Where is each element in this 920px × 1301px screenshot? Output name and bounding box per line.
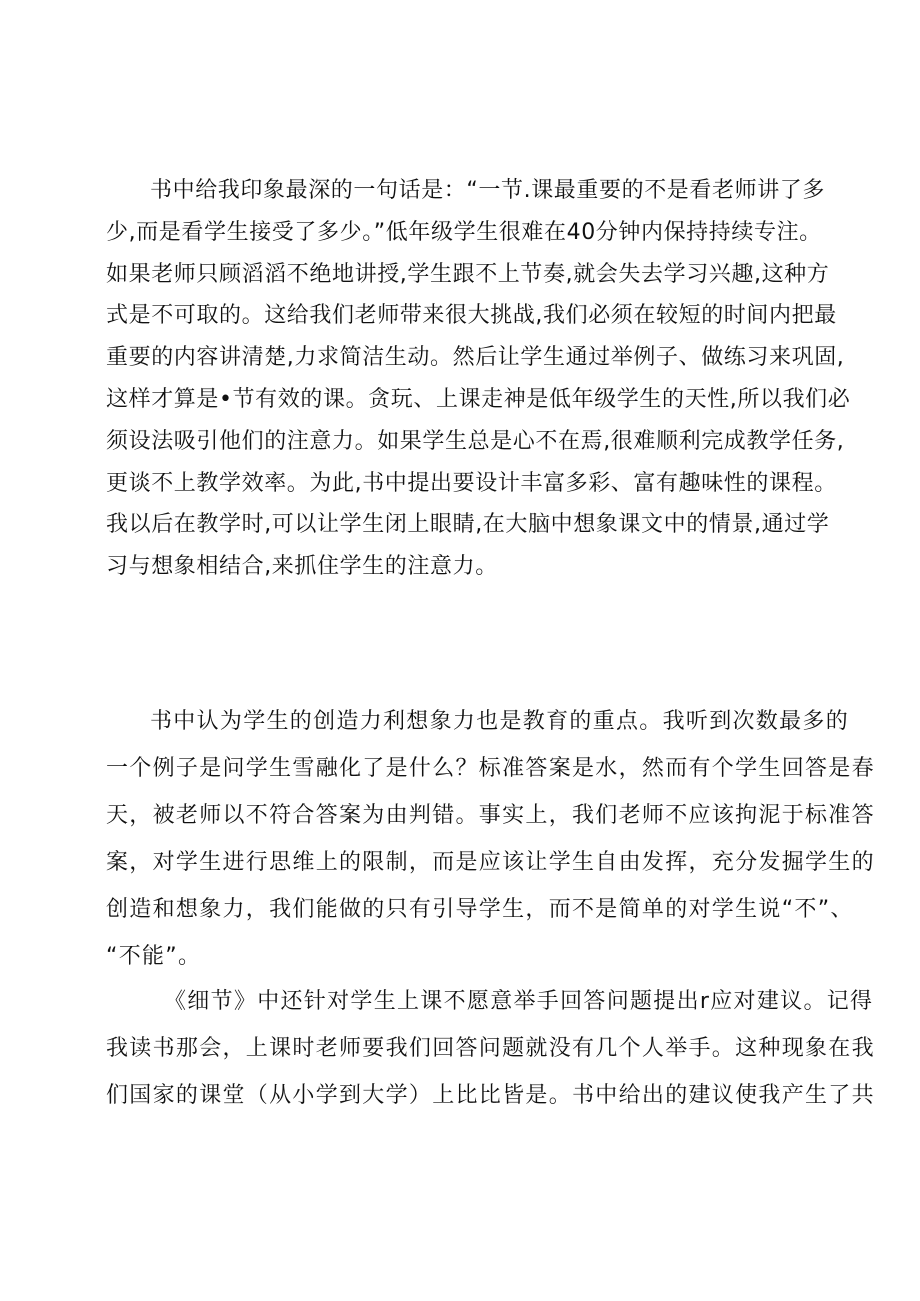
- paragraph-line: 更谈不上教学效率。为此,书中提出要设计丰富多彩、富有趣味性的课程。: [106, 470, 837, 496]
- paragraph-line: 这样才算是•节有效的课。贪玩、上课走神是低年级学生的天性,所以我们必: [106, 386, 851, 412]
- paragraph-line: 们国家的课堂（从小学到大学）上比比皆是。书中给出的建议使我产生了共: [106, 1083, 875, 1108]
- paragraph-classroom-focus: [106, 170, 851, 588]
- paragraph-line: 书中认为学生的创造力利想象力也是教育的重点。我听到次数最多的: [150, 709, 850, 734]
- paragraph-line: 《细节》中还针对学生上课不愿意举手回答问题提出r应对建议。记得: [164, 989, 874, 1014]
- paragraph-line: 我读书那会，上课时老师要我们回答问题就没有几个人举手。这种现象在我: [106, 1036, 875, 1061]
- paragraph-line: 式是不可取的。这给我们老师带来很大挑战,我们必须在较短的时间内把最: [106, 303, 837, 329]
- paragraph-line: 创造和想象力，我们能做的只有引导学生，而不是简单的对学生说“不”、: [106, 897, 854, 922]
- paragraph-line: “不能”。: [106, 944, 202, 969]
- paragraph-line: 如果老师只顾滔滔不绝地讲授,学生跟不上节奏,就会失去学习兴趣,这种方: [106, 261, 830, 287]
- paragraph-line: 习与想象相结合,来抓住学生的注意力。: [106, 554, 498, 580]
- paragraph-line: 一个例子是问学生雪融化了是什么？标准答案是水，然而有个学生回答是春: [106, 756, 875, 781]
- paragraph-line: 须设法吸引他们的注意力。如果学生总是心不在焉,很难顺利完成教学任务,: [106, 428, 845, 454]
- paragraph-creativity: [106, 698, 875, 980]
- paragraph-raise-hands: [106, 978, 875, 1119]
- paragraph-line: 少,而是看学生接受了多少。”低年级学生很难在40分钟内保持持续专注。: [106, 219, 822, 245]
- paragraph-line: 重要的内容讲清楚,力求简洁生动。然后让学生通过举例子、做练习来巩固,: [106, 345, 845, 371]
- paragraph-line: 天，被老师以不符合答案为由判错。事实上，我们老师不应该拘泥于标准答: [106, 803, 875, 828]
- paragraph-line: 案，对学生进行思维上的限制，而是应该让学生自由发挥，充分发掘学生的: [106, 850, 875, 875]
- paragraph-line: 书中给我印象最深的一句话是：“一节.课最重要的不是看老师讲了多: [150, 178, 825, 203]
- paragraph-line: 我以后在教学时,可以让学生闭上眼睛,在大脑中想象课文中的情景,通过学: [106, 512, 830, 538]
